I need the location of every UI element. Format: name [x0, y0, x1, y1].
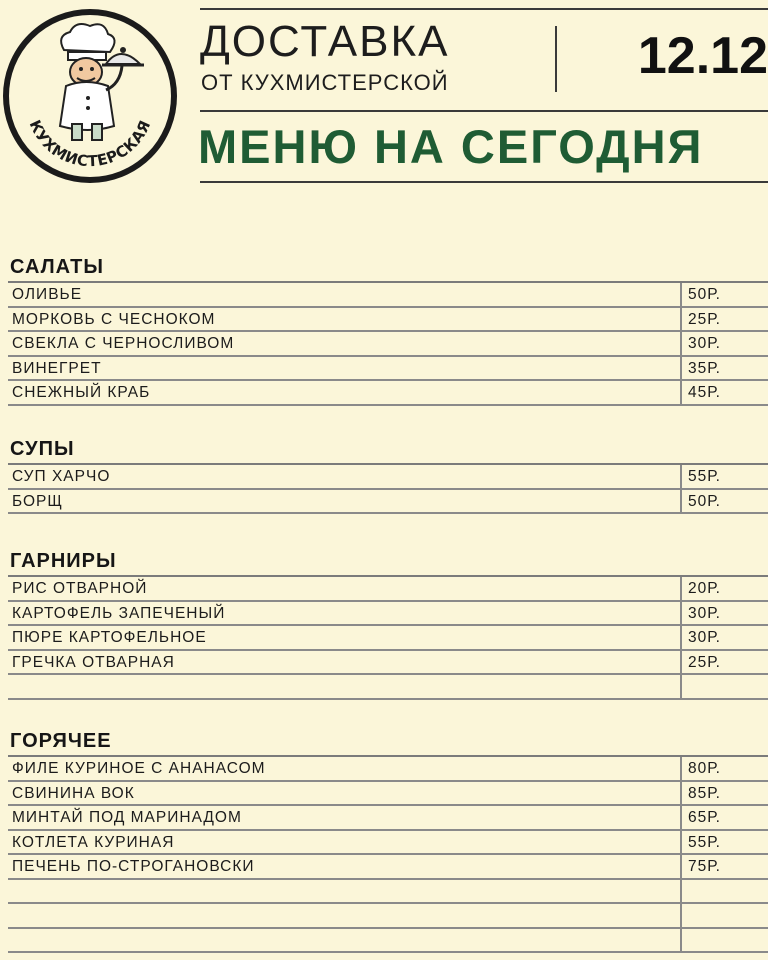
chef-logo-icon [2, 8, 178, 184]
table-row [8, 904, 768, 929]
table-row [8, 381, 768, 406]
section-title: ГАРНИРЫ [10, 550, 117, 572]
dish-name: МОРКОВЬ С ЧЕСНОКОМ [8, 308, 682, 331]
dish-price: 25Р. [688, 653, 721, 671]
menu-date: 12.12 [637, 27, 768, 85]
header-middle-rule [200, 110, 768, 112]
table-row [8, 283, 768, 308]
dish-name: МИНТАЙ ПОД МАРИНАДОМ [8, 806, 682, 829]
dish-price [682, 880, 768, 903]
section-title: СУПЫ [10, 438, 75, 460]
dish-name: БОРЩ [8, 490, 682, 513]
table-row [8, 332, 768, 357]
dish-price: 50Р. [688, 492, 721, 510]
dish-price: 85Р. [688, 784, 721, 802]
dish-price: 20Р. [688, 580, 721, 597]
logo-arc-text: КУХМИСТЕРСКАЯ [25, 117, 155, 171]
dish-name [8, 880, 682, 903]
dish-price [682, 675, 768, 698]
dish-price [682, 929, 768, 952]
dish-name: СНЕЖНЫЙ КРАБ [8, 381, 682, 404]
delivery-subtitle: ОТ КУХМИСТЕРСКОЙ [201, 70, 449, 95]
dish-name: ГРЕЧКА ОТВАРНАЯ [8, 651, 682, 674]
table-row [8, 602, 768, 627]
dish-name: ПЕЧЕНЬ ПО-СТРОГАНОВСКИ [8, 855, 682, 878]
logo [2, 8, 178, 184]
table-row [8, 757, 768, 782]
dish-name [8, 929, 682, 952]
dish-name [8, 904, 682, 927]
section-salads [8, 253, 768, 406]
menu-table [8, 755, 768, 953]
dish-name: ПЮРЕ КАРТОФЕЛЬНОЕ [8, 626, 682, 649]
header-divider [555, 26, 557, 92]
header-top-rule [200, 8, 768, 10]
table-row [8, 675, 768, 700]
delivery-title: ДОСТАВКА [200, 17, 450, 66]
dish-name: КАРТОФЕЛЬ ЗАПЕЧЕНЫЙ [8, 602, 682, 625]
dish-price: 75Р. [688, 858, 721, 875]
table-row [8, 577, 768, 602]
section-soups [8, 435, 768, 514]
section-garnishes [8, 547, 768, 700]
section-hot-dishes [8, 727, 768, 953]
table-row [8, 626, 768, 651]
menu-today-title: МЕНЮ НА СЕГОДНЯ [198, 120, 704, 173]
table-row [8, 782, 768, 807]
table-row [8, 651, 768, 676]
dish-name: СВИНИНА ВОК [8, 782, 682, 805]
table-row [8, 490, 768, 515]
table-row [8, 806, 768, 831]
dish-price: 30Р. [688, 629, 721, 646]
dish-price: 65Р. [688, 809, 721, 826]
dish-price: 35Р. [688, 359, 721, 377]
table-row [8, 357, 768, 382]
dish-price: 25Р. [688, 310, 721, 328]
dish-price [682, 904, 768, 927]
section-title: ГОРЯЧЕЕ [10, 730, 112, 752]
dish-name: КОТЛЕТА КУРИНАЯ [8, 831, 682, 854]
table-row [8, 831, 768, 856]
dish-price: 55Р. [688, 468, 721, 485]
dish-name: РИС ОТВАРНОЙ [8, 577, 682, 600]
section-title: САЛАТЫ [10, 256, 104, 278]
dish-price: 30Р. [688, 604, 721, 622]
table-row [8, 880, 768, 905]
menu-table [8, 281, 768, 406]
table-row [8, 465, 768, 490]
dish-name: СВЕКЛА С ЧЕРНОСЛИВОМ [8, 332, 682, 355]
dish-price: 30Р. [688, 335, 721, 352]
menu-table [8, 463, 768, 514]
dish-price: 80Р. [688, 760, 721, 777]
dish-name [8, 675, 682, 698]
table-row [8, 855, 768, 880]
table-row [8, 929, 768, 954]
dish-price: 55Р. [688, 833, 721, 851]
dish-name: СУП ХАРЧО [8, 465, 682, 488]
table-row [8, 308, 768, 333]
menu-table [8, 575, 768, 700]
dish-name: ВИНЕГРЕТ [8, 357, 682, 380]
dish-price: 45Р. [688, 384, 721, 401]
dish-price: 50Р. [688, 286, 721, 303]
dish-name: ОЛИВЬЕ [8, 283, 682, 306]
header-bottom-rule [200, 181, 768, 183]
dish-name: ФИЛЕ КУРИНОЕ С АНАНАСОМ [8, 757, 682, 780]
